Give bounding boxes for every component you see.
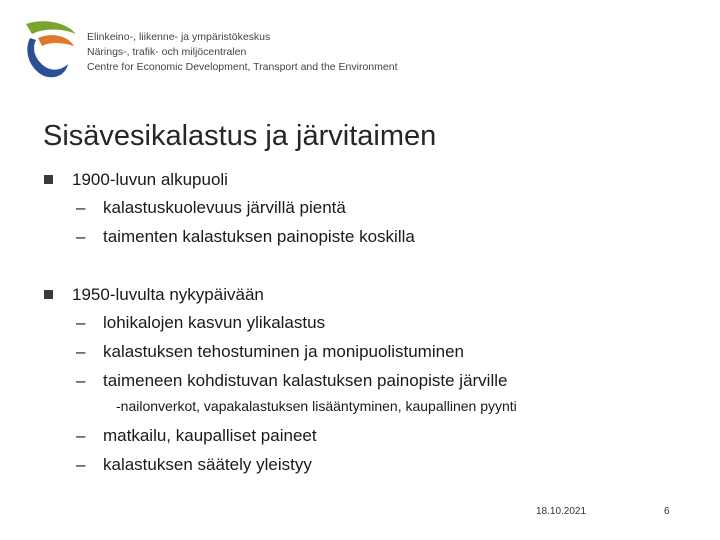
org-line-sv: Närings-, trafik- och miljöcentralen [87,46,247,58]
sub-bullet-text: matkailu, kaupalliset paineet [103,426,317,445]
dash-marker: – [76,371,86,390]
square-bullet-icon [44,175,53,184]
bullet-text: 1950-luvulta nykypäivään [72,285,264,304]
sub-bullet-text: taimenten kalastuksen painopiste koskilla [103,227,415,246]
sub-bullet-text: lohikalojen kasvun ylikalastus [103,313,326,332]
logo-orange-swoosh [38,35,74,46]
ely-logo [22,20,78,80]
sub-bullet-text: kalastuskuolevuus järvillä pientä [103,198,346,217]
dash-marker: – [76,455,86,474]
sub-note: -nailonverkot, vapakalastuksen lisääntyminen, kaupallinen pyynti [116,398,517,414]
organization-name [87,30,398,75]
dash-marker: – [76,426,86,445]
sub-bullet-text: taimeneen kohdistuvan kalastuksen painopiste järville [103,371,508,390]
dash-marker: – [76,227,86,246]
sub-bullet-text: kalastuksen säätely yleistyy [103,455,312,474]
logo-green-swoosh [26,21,76,34]
page-number: 6 [664,506,670,517]
footer-date: 18.10.2021 [536,506,587,517]
dash-marker: – [76,198,86,217]
org-line-en: Centre for Economic Development, Transport and the Environment [87,61,398,73]
org-line-fi: Elinkeino-, liikenne- ja ympäristökeskus [87,31,271,43]
square-bullet-icon [44,290,53,299]
dash-marker: – [76,342,86,361]
dash-marker: – [76,313,86,332]
sub-bullet-text: kalastuksen tehostuminen ja monipuolistuminen [103,342,464,361]
bullet-text: 1900-luvun alkupuoli [72,170,228,189]
slide-title: Sisävesikalastus ja järvitaimen [43,120,437,152]
